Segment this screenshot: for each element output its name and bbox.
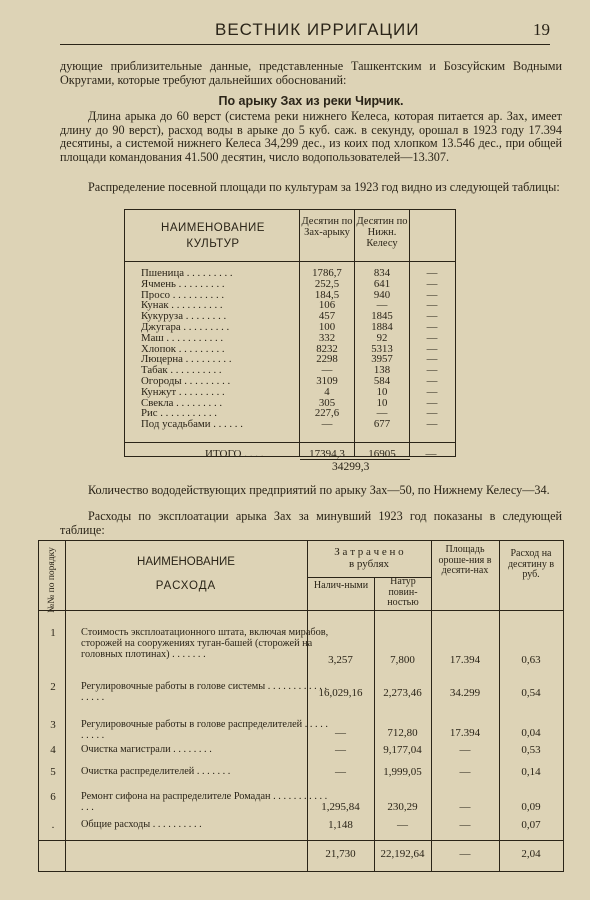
header-expense-name-2: РАСХОДА xyxy=(155,580,217,592)
expense-description: Регулировочные работы в голове системы . . . . . . . . . . . . . . . . . xyxy=(81,681,327,703)
expense-rate: 0,63 xyxy=(521,654,541,666)
crop-keles-value: 138 xyxy=(373,364,391,377)
crop-zakh-value: 8232 xyxy=(316,342,338,355)
crop-extra-value: — xyxy=(426,396,438,409)
crop-zakh-value: 305 xyxy=(318,396,336,409)
crop-extra-value: — xyxy=(426,299,438,312)
header-crop-name: НАИМЕНОВАНИЕ КУЛЬТУР xyxy=(161,222,265,250)
crop-name: Рис . . . . . . . . . . . xyxy=(141,408,217,420)
expense-in-kind: 9,177,04 xyxy=(383,744,422,756)
expense-rate: 0,54 xyxy=(521,687,541,699)
crop-zakh-value: 332 xyxy=(318,331,336,344)
header-row-number: №№ по порядку xyxy=(47,547,57,613)
expense-area: — xyxy=(459,744,471,756)
expense-rate: 0,53 xyxy=(521,744,541,756)
expense-in-kind: 1,999,05 xyxy=(383,766,422,778)
header-spent-unit: в рублях xyxy=(348,558,390,570)
crop-keles-value: 677 xyxy=(373,418,391,431)
expense-rate: 0,14 xyxy=(521,766,541,778)
expense-rate: 0,07 xyxy=(521,819,541,831)
crop-keles-value: 5313 xyxy=(371,342,393,355)
total-in-kind: 22,192,64 xyxy=(380,848,425,860)
intro-paragraph: дующие приблизительные данные, представленные Ташкентским и Бозсуйским Водными Округами, которые требуют дальнейших обоснований: xyxy=(60,59,562,87)
crop-zakh-value: 3109 xyxy=(316,375,338,387)
crop-keles-value: 92 xyxy=(376,331,388,344)
crop-keles-value: 834 xyxy=(373,267,391,279)
row-number: 6 xyxy=(50,791,56,803)
crop-zakh-value: 106 xyxy=(318,299,336,312)
crop-zakh-value: 1786,7 xyxy=(312,267,342,279)
header-keles-area: Десятин по Нижн. Келесу xyxy=(356,216,408,249)
crop-name: Кукуруза . . . . . . . . xyxy=(141,311,227,322)
expense-cash: — xyxy=(335,744,346,756)
crop-name: Маш . . . . . . . . . . . xyxy=(141,332,224,344)
header-spent: З а т р а ч е н о xyxy=(334,546,404,558)
header-rate: Расход на десятину в руб. xyxy=(507,548,555,580)
crop-keles-value: 940 xyxy=(373,288,391,301)
paragraph-table1-intro: Распределение посевной площади по культурам за 1923 год видно из следующей таблицы: xyxy=(88,180,560,194)
crop-zakh-value: — xyxy=(321,364,333,377)
expense-in-kind: — xyxy=(397,819,408,831)
header-rule xyxy=(60,44,550,45)
header-cash: Налич-ными xyxy=(313,580,369,591)
header-expense-name: НАИМЕНОВАНИЕ xyxy=(137,556,235,568)
crop-extra-value: — xyxy=(426,277,438,290)
crop-keles-value: 1884 xyxy=(371,321,393,333)
crop-keles-value: 10 xyxy=(376,396,388,409)
crop-name: Свекла . . . . . . . . . xyxy=(141,397,223,409)
row-number: 5 xyxy=(50,766,56,778)
header-in-kind: Натур повин-ностью xyxy=(387,576,419,608)
journal-title: ВЕСТНИК ИРРИГАЦИИ xyxy=(215,20,420,39)
expense-description: Стоимость эксплоатационного штата, включая мирабов, сторожей на сооружениях туган-башей (сторожей на головных плотинах) . . . . . . . xyxy=(81,627,329,660)
expense-description: Регулировочные работы в голове распределителей . . . . . . . . . . xyxy=(81,719,328,741)
table-rule xyxy=(39,840,563,841)
expense-cash: 1,148 xyxy=(328,819,353,831)
crop-name: Хлопок . . . . . . . . . xyxy=(141,343,225,355)
crop-name: Табак . . . . . . . . . . xyxy=(141,365,222,376)
crop-zakh-value: — xyxy=(321,418,333,431)
crop-keles-value: — xyxy=(376,407,388,420)
expense-description: Очистка магистрали . . . . . . . . xyxy=(81,744,212,755)
paragraph-table2-intro: Расходы по эксплоатации арыка Зах за минувший 1923 год показаны в следующей таблице: xyxy=(60,509,562,537)
table-rule xyxy=(125,442,455,443)
section-title: По арыку Зах из реки Чирчик. xyxy=(218,94,404,108)
crop-name: Кунжут . . . . . . . . . xyxy=(141,386,225,398)
expense-area: 17.394 xyxy=(449,654,481,666)
expense-in-kind: 2,273,46 xyxy=(383,687,422,699)
total-rate: 2,04 xyxy=(521,848,541,860)
crop-extra-value: — xyxy=(426,418,438,431)
row-number: 4 xyxy=(50,744,56,756)
crop-name: Джугара . . . . . . . . . xyxy=(141,322,230,333)
crop-extra-value: — xyxy=(426,407,438,420)
row-number: 1 xyxy=(50,627,56,639)
expense-area: — xyxy=(459,766,471,778)
expense-description: Ремонт сифона на распределителе Ромадан . . . . . . . . . . . . . . xyxy=(81,791,328,813)
crop-name: Под усадьбами . . . . . . xyxy=(141,419,243,430)
total-zakh: 17394,3 xyxy=(309,448,345,460)
crop-zakh-value: 252,5 xyxy=(314,277,340,290)
total-label: ИТОГО . . . . xyxy=(205,448,264,460)
crop-keles-value: 1845 xyxy=(371,310,393,323)
header-area: Площадь ороше-ния в десяти-нах xyxy=(438,544,492,576)
paragraph-canal-description: Длина арыка до 60 верст (система реки нижнего Келеса, которая питается ар. Зах, имеет длину до 90 верст), расход воды в арыке до 5 куб. саж. в секунду, орошал в 1923 году 17.394 десятины, а системой нижнего Келеса 34,299 дес., из коих под хлопком 13.546 дес., при общей площади командования 41.500 десятин, число водопользователей—13.307. xyxy=(60,109,562,164)
expense-description: Очистка распределителей . . . . . . . xyxy=(81,766,231,777)
crop-name: Огороды . . . . . . . . . xyxy=(141,376,231,387)
crop-name: Ячмень . . . . . . . . . xyxy=(141,278,225,290)
row-number: 3 xyxy=(50,719,56,731)
crop-extra-value: — xyxy=(426,321,438,333)
expense-in-kind: 7,800 xyxy=(390,654,415,666)
total-extra: — xyxy=(425,448,437,460)
expense-rate: 0,04 xyxy=(521,727,541,739)
expense-cash: 16,029,16 xyxy=(318,687,363,699)
table-rule xyxy=(39,610,563,611)
total-keles: 16905 xyxy=(368,448,396,460)
crop-extra-value: — xyxy=(426,331,438,344)
crop-zakh-value: 4 xyxy=(324,385,330,398)
expense-in-kind: 712,80 xyxy=(387,727,418,739)
expense-description: Общие расходы . . . . . . . . . . xyxy=(81,819,202,830)
page-number: 19 xyxy=(533,20,550,39)
table-rule xyxy=(299,210,300,456)
expense-area: — xyxy=(459,819,471,831)
crop-zakh-value: 227,6 xyxy=(314,407,340,420)
expense-area: 17.394 xyxy=(449,727,481,739)
expense-area: — xyxy=(459,801,471,813)
grand-total-rule xyxy=(300,459,410,460)
crop-extra-value: — xyxy=(426,288,438,301)
crop-extra-value: — xyxy=(426,375,438,387)
expense-in-kind: 230,29 xyxy=(387,801,418,813)
crop-keles-value: — xyxy=(376,299,388,312)
crop-name: Люцерна . . . . . . . . . xyxy=(141,354,232,366)
row-number: . xyxy=(51,819,55,831)
paragraph-enterprises: Количество вододействующих предприятий по арыку Зах—50, по Нижнему Келесу—34. xyxy=(88,483,550,497)
crop-keles-value: 10 xyxy=(376,385,388,398)
expense-cash: 1,295,84 xyxy=(321,801,360,813)
expense-cash: — xyxy=(335,766,346,778)
crop-extra-value: — xyxy=(426,267,438,279)
crop-zakh-value: 100 xyxy=(318,321,336,333)
expense-cash: 3,257 xyxy=(328,654,353,666)
crop-extra-value: — xyxy=(426,353,438,366)
crop-name: Кунак . . . . . . . . . . xyxy=(141,300,223,312)
table-rule xyxy=(409,210,410,456)
crop-zakh-value: 2298 xyxy=(316,353,338,366)
header-zakh-area: Десятин по Зах-арыку xyxy=(301,216,353,238)
table-rule xyxy=(354,210,355,456)
table-rule xyxy=(125,261,455,262)
crop-extra-value: — xyxy=(426,385,438,398)
crop-name: Просо . . . . . . . . . . xyxy=(141,289,225,301)
expense-area: 34.299 xyxy=(449,687,481,699)
running-head xyxy=(60,16,550,44)
crop-extra-value: — xyxy=(426,310,438,323)
row-number: 2 xyxy=(50,681,56,693)
crop-extra-value: — xyxy=(426,364,438,377)
grand-total: 34299,3 xyxy=(332,461,370,473)
crop-extra-value: — xyxy=(426,342,438,355)
total-area: — xyxy=(459,848,471,860)
crop-keles-value: 641 xyxy=(373,277,391,290)
crop-name: Пшеница . . . . . . . . . xyxy=(141,268,233,279)
expense-cash: — xyxy=(335,727,346,739)
expense-rate: 0,09 xyxy=(521,801,541,813)
total-cash: 21,730 xyxy=(325,848,356,860)
expenses-table xyxy=(38,540,564,872)
crop-keles-value: 584 xyxy=(373,375,391,387)
crop-zakh-value: 457 xyxy=(318,310,336,323)
crop-keles-value: 3957 xyxy=(371,353,393,366)
crop-zakh-value: 184,5 xyxy=(314,288,340,301)
crop-area-table xyxy=(124,209,456,460)
